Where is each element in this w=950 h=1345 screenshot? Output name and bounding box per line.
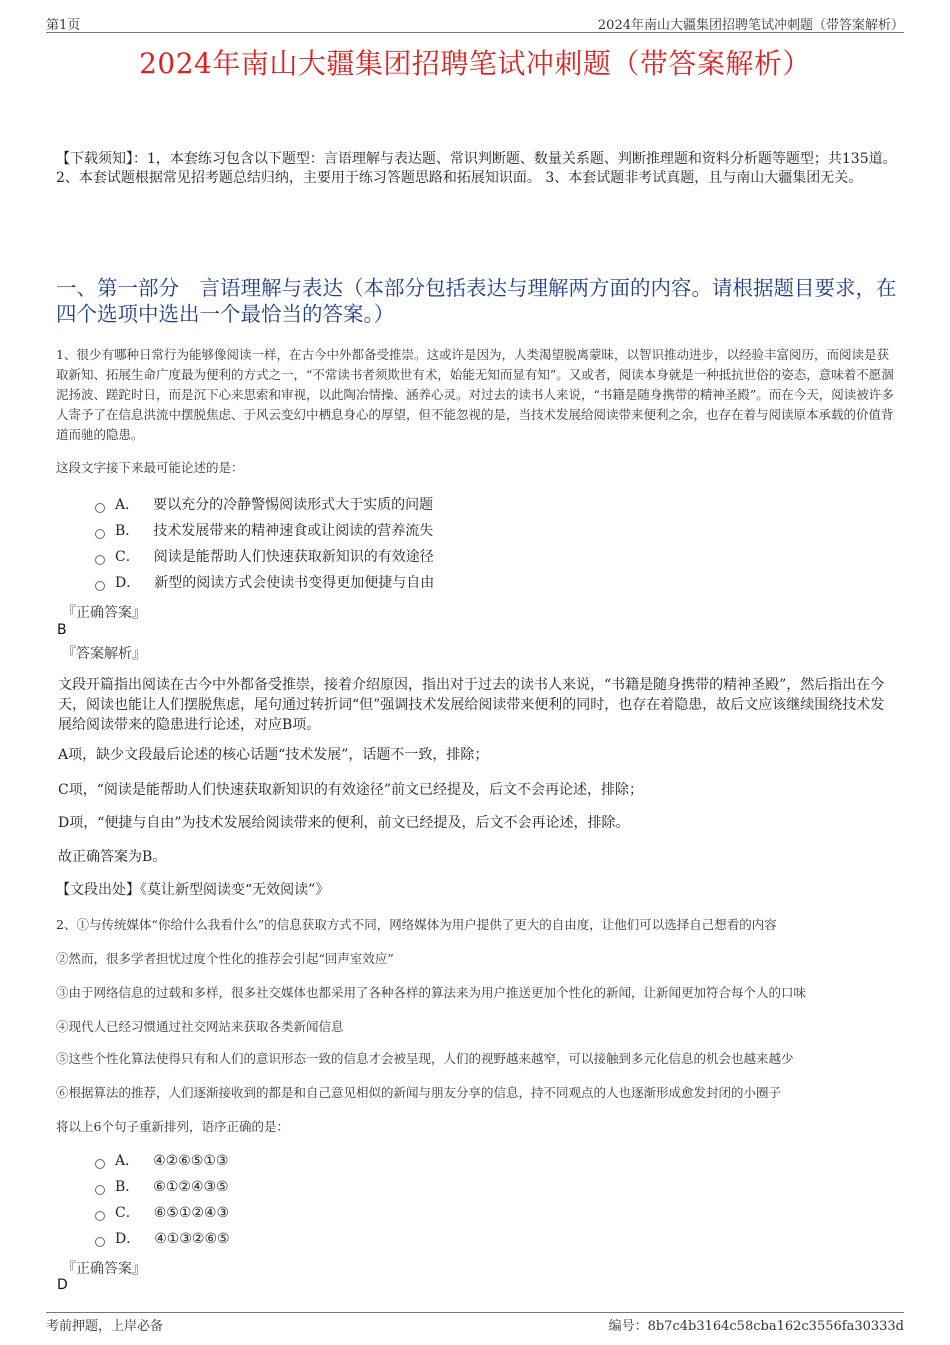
q2-sentence-4: ④现代人已经习惯通过社交网站来获取各类新闻信息 — [56, 1019, 344, 1034]
q2-answer: D — [57, 1277, 68, 1293]
q1-analysis-paragraph: 文段开篇指出阅读在古今中外都备受推崇，接着介绍原因，指出对于过去的读书人来说，“书籍是随身携带的精神圣殿”，然后指出在今天，阅读也能让人们摆脱焦虑，尾句通过转折词“但”强调技术发展给阅读带来便利的同时，也存在着隐患，故后文应该继续围绕技术发展给阅读带来的隐患进行论述，对应B项。 — [58, 677, 885, 733]
page-header — [46, 12, 904, 33]
footer-serial: 编号：8b7c4b3164c58cba162c3556fa30333d — [608, 1319, 904, 1334]
q2-option-a[interactable]: A． ④②⑥⑤①③ — [95, 1148, 230, 1174]
q2-option-c[interactable]: C． ⑥⑤①②④③ — [95, 1200, 230, 1226]
q1-option-b[interactable]: B． 技术发展带来的精神速食或让阅读的营养流失 — [95, 518, 434, 544]
page-number: 第1页 — [46, 18, 81, 33]
document-title: 2024年南山大疆集团招聘笔试冲刺题（带答案解析） — [139, 47, 811, 80]
page-footer — [46, 1312, 904, 1333]
q2-answer-label: 『正确答案』 — [62, 1261, 146, 1277]
q1-analysis-conclusion: 故正确答案为B。 — [58, 849, 167, 865]
q2-option-d[interactable]: D． ④①③②⑥⑤ — [95, 1226, 230, 1252]
q1-option-d[interactable]: D． 新型的阅读方式会使读书变得更加便捷与自由 — [95, 570, 434, 596]
q1-analysis-a: A项，缺少文段最后论述的核心话题“技术发展”，话题不一致，排除； — [58, 747, 489, 763]
radio-icon[interactable] — [95, 1159, 105, 1169]
footer-slogan: 考前押题，上岸必备 — [46, 1319, 164, 1334]
q2-sentence-3: ③由于网络信息的过载和多样，很多社交媒体也都采用了各种各样的算法来为用户推送更加个性化的新闻，让新闻更加符合每个人的口味 — [56, 985, 807, 1000]
q1-stem: 1、很少有哪种日常行为能够像阅读一样，在古今中外都备受推崇。这或许是因为，人类渴望脱离蒙昧，以智识推动进步，以经验丰富阅历，而阅读是获取新知、拓展生命广度最为便利的方式之一，“不常读书者须欺世有术，始能无知而显有知”。又或者，阅读本身就是一种抵抗世俗的姿态，意味着不愿涸泥扬波、蹉跎时日，而是沉下心来思索和审视，以此陶冶情操、涵养心灵。对过去的读书人来说，“书籍是随身携带的精神圣殿”。而在今天，阅读被许多人寄予了在信息洪流中摆脱焦虑、于风云变幻中栖息身心的厚望，但不能忽视的是，当技术发展给阅读带来便利之余，也存在着与阅读原本承载的价值背道而驰的隐患。 — [56, 347, 894, 442]
q1-analysis-d: D项，“便捷与自由”为技术发展给阅读带来的便利，前文已经提及，后文不会再论述，排除。 — [58, 815, 630, 831]
radio-icon[interactable] — [95, 529, 105, 539]
q1-options — [95, 492, 434, 596]
q2-sentence-6: ⑥根据算法的推荐，人们逐渐接收到的都是和自己意见相似的新闻与朋友分享的信息，持不同观点的人也逐渐形成愈发封闭的小圈子 — [56, 1085, 782, 1100]
q2-sentence-5: ⑤这些个性化算法使得只有和人们的意识形态一致的信息才会被呈现，人们的视野越来越窄，可以接触到多元化信息的机会也越来越少 — [56, 1051, 794, 1066]
header-doc-title: 2024年南山大疆集团招聘笔试冲刺题（带答案解析） — [597, 18, 904, 33]
radio-icon[interactable] — [95, 555, 105, 565]
download-notice: 【下载须知】：1，本套练习包含以下题型：言语理解与表达题、常识判断题、数量关系题、判断推理题和资料分析题等题型；共135道。 2、本套试题根据常见招考题总结归纳，主要用于练习答题思路和拓展知识面。 3、本套试题非考试真题，且与南山大疆集团无关。 — [56, 151, 897, 186]
q1-option-a[interactable]: A． 要以充分的冷静警惕阅读形式大于实质的问题 — [95, 492, 434, 518]
q1-analysis-c: C项，“阅读是能帮助人们快速获取新知识的有效途径”前文已经提及，后文不会再论述，排除； — [58, 782, 644, 798]
radio-icon[interactable] — [95, 503, 105, 513]
section-heading: 一、第一部分 言语理解与表达（本部分包括表达与理解两方面的内容。请根据题目要求，在四个选项中选出一个最恰当的答案。） — [56, 276, 897, 326]
q2-option-b[interactable]: B． ⑥①②④③⑤ — [95, 1174, 230, 1200]
q2-sentence-2: ②然而，很多学者担忧过度个性化的推荐会引起“回声室效应” — [56, 951, 394, 966]
radio-icon[interactable] — [95, 1185, 105, 1195]
q1-analysis-label: 『答案解析』 — [62, 646, 146, 662]
radio-icon[interactable] — [95, 581, 105, 591]
q2-options — [95, 1148, 230, 1252]
q1-question: 这段文字接下来最可能论述的是： — [56, 460, 244, 475]
radio-icon[interactable] — [95, 1211, 105, 1221]
q2-sentence-1: 2、①与传统媒体“你给什么我看什么”的信息获取方式不同，网络媒体为用户提供了更大的自由度，让他们可以选择自己想看的内容 — [56, 917, 777, 932]
radio-icon[interactable] — [95, 1237, 105, 1247]
q2-question: 将以上6个句子重新排列，语序正确的是： — [56, 1119, 289, 1134]
q1-answer: B — [57, 622, 67, 638]
q1-source: 【文段出处】《莫让新型阅读变“无效阅读”》 — [56, 882, 330, 898]
q1-option-c[interactable]: C． 阅读是能帮助人们快速获取新知识的有效途径 — [95, 544, 434, 570]
q1-answer-label: 『正确答案』 — [62, 605, 146, 621]
